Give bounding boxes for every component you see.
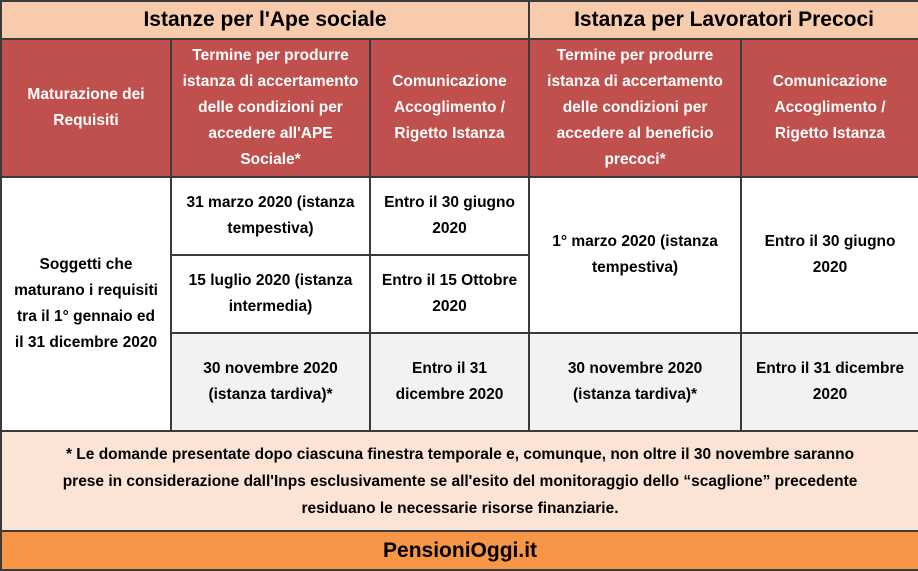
header-precoci-comunicazione: Comunicazione Accoglimento / Rigetto Istanza [741, 39, 918, 177]
ape-deadline-tardiva: 30 novembre 2020 (istanza tardiva)* [171, 333, 370, 431]
ape-deadline-tempestiva: 31 marzo 2020 (istanza tempestiva) [171, 177, 370, 255]
header-ape-termine: Termine per produrre istanza di accertamento delle condizioni per accedere all'APE Sociale* [171, 39, 370, 177]
precoci-communication-1: Entro il 30 giugno 2020 [741, 177, 918, 333]
precoci-communication-2: Entro il 31 dicembre 2020 [741, 333, 918, 431]
ape-communication-2: Entro il 15 Ottobre 2020 [370, 255, 529, 333]
precoci-deadline-tempestiva: 1° marzo 2020 (istanza tempestiva) [529, 177, 741, 333]
header-maturazione-requisiti: Maturazione dei Requisiti [1, 39, 171, 177]
ape-deadline-intermedia: 15 luglio 2020 (istanza intermedia) [171, 255, 370, 333]
section-title-ape-sociale: Istanze per l'Ape sociale [1, 1, 529, 39]
precoci-deadline-tardiva: 30 novembre 2020 (istanza tardiva)* [529, 333, 741, 431]
subjects-cell: Soggetti che maturano i requisiti tra il 1° gennaio ed il 31 dicembre 2020 [1, 177, 171, 431]
ape-communication-3: Entro il 31 dicembre 2020 [370, 333, 529, 431]
ape-communication-1: Entro il 30 giugno 2020 [370, 177, 529, 255]
footnote: * Le domande presentate dopo ciascuna finestra temporale e, comunque, non oltre il 30 novembre saranno prese in considerazione dall'Inps esclusivamente se all'esito del monitoraggio dello “scaglione” precedente residuano le necessarie risorse finanziarie. [1, 431, 918, 531]
brand-footer: PensioniOggi.it [1, 531, 918, 570]
header-ape-comunicazione: Comunicazione Accoglimento / Rigetto Istanza [370, 39, 529, 177]
header-precoci-termine: Termine per produrre istanza di accertamento delle condizioni per accedere al beneficio precoci* [529, 39, 741, 177]
section-title-lavoratori-precoci: Istanza per Lavoratori Precoci [529, 1, 918, 39]
